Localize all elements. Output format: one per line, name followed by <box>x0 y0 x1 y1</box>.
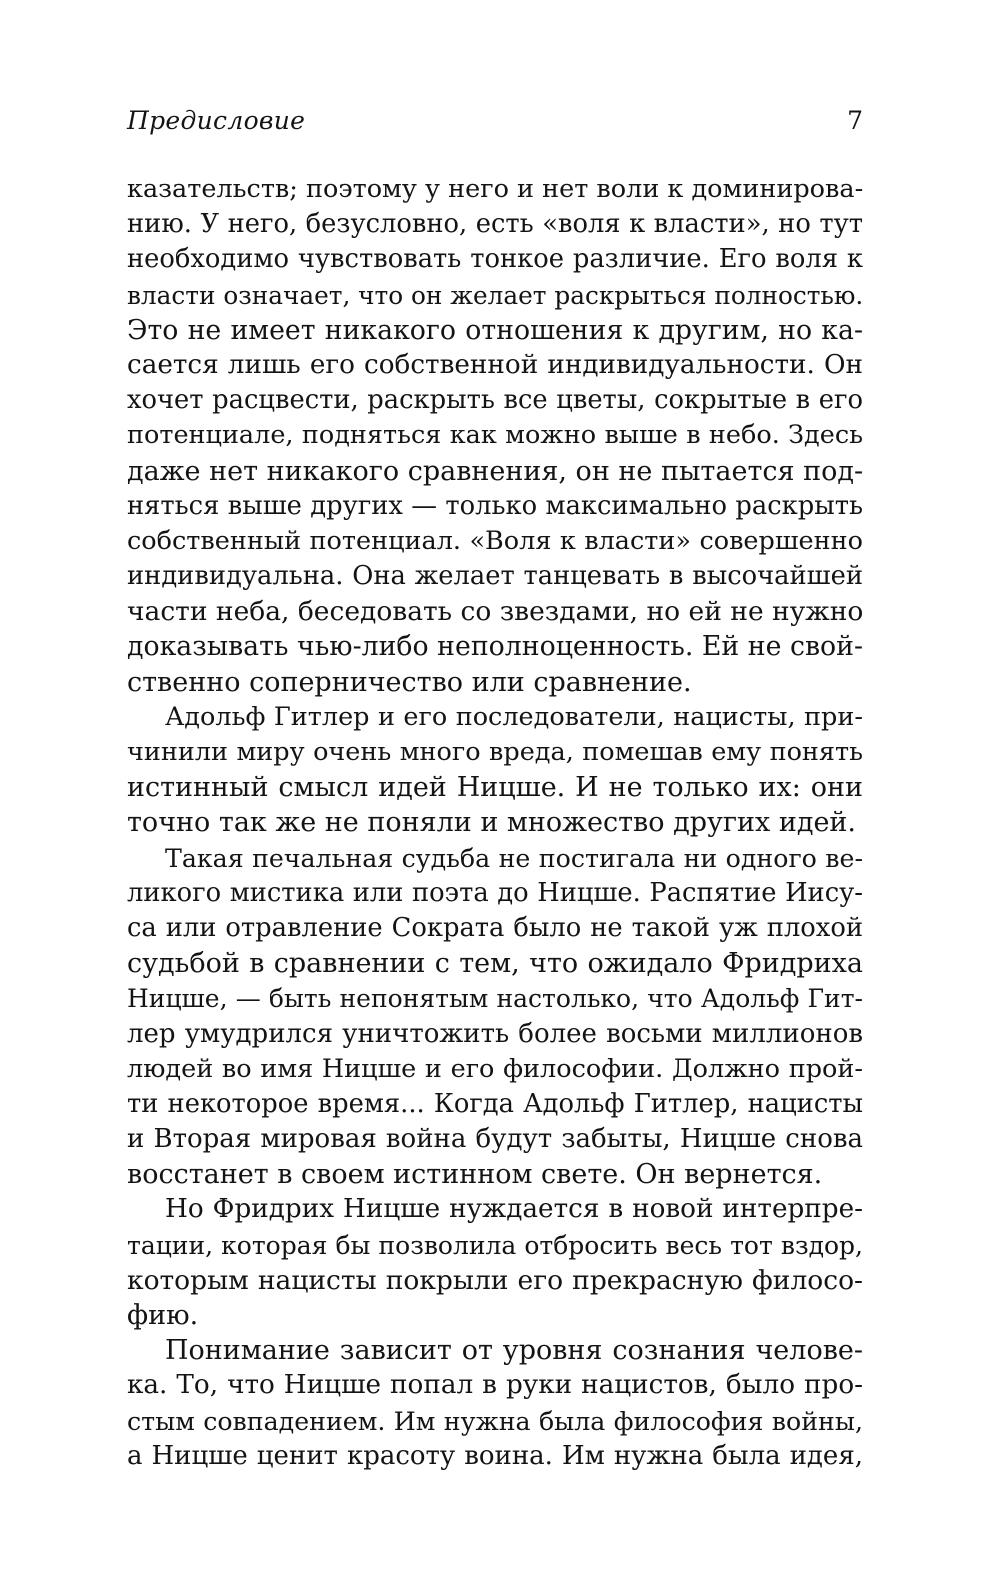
text-line: фию. <box>127 1300 199 1331</box>
text-line: точно так же не поняли и множество других идей. <box>127 807 856 839</box>
text-line: Это не имеет никакого отношения к другим, но ка- <box>127 314 863 346</box>
text-line: ликого мистика или поэта до Ницше. Распятие Иису- <box>127 877 863 908</box>
text-line: нию. У него, безусловно, есть «воля к власти», но тут <box>127 209 863 240</box>
text-line: Ницше, — быть непонятым настолько, что Адольф Гит- <box>127 984 863 1014</box>
text-line: индивидуальна. Она желает танцевать в высочайшей <box>127 561 863 592</box>
text-line: потенциале, подняться как можно выше в небо. Здесь <box>127 420 863 451</box>
text-line: чинили миру очень много вреда, помешав ему понять <box>127 737 863 767</box>
text-line: тации, которая бы позволила отбросить весь тот вздор, <box>127 1230 863 1260</box>
text-line: стым совпадением. Им нужна была философия войны, <box>127 1406 863 1436</box>
text-line: власти означает, что он желает раскрыться полностью. <box>127 280 864 310</box>
text-line: а Ницше ценит красоту воина. Им нужна была идея, <box>127 1440 863 1471</box>
section-title: Предисловие <box>127 106 306 135</box>
text-line: Такая печальная судьба не постигала ни одного ве- <box>165 843 863 873</box>
text-line: истинный смысл идей Ницше. И не только их: они <box>127 772 863 804</box>
text-line: Но Фридрих Ницше нуждается в новой интерпре- <box>165 1194 863 1225</box>
text-line: которым нацисты покрыли его прекрасную филосо- <box>127 1264 863 1296</box>
text-line: сается лишь его собственной индивидуальности. Он <box>127 349 863 380</box>
text-line: восстанет в своем истинном свете. Он вернется. <box>127 1159 823 1191</box>
text-line: судьбой в сравнении с тем, что ожидало Фридриха <box>127 948 863 980</box>
text-line: необходимо чувствовать тонкое различие. Его воля к <box>127 244 863 275</box>
text-line: и Вторая мировая война будут забыты, Ницше снова <box>127 1124 863 1155</box>
body-text <box>127 172 863 1474</box>
text-line: даже нет никакого сравнения, он не пытается под- <box>127 455 864 487</box>
text-line: Понимание зависит от уровня сознания челове- <box>165 1335 863 1367</box>
text-line: няться выше других — только максимально раскрыть <box>127 490 863 521</box>
text-line: собственный потенциал. «Воля к власти» совершенно <box>127 525 863 556</box>
text-line: ка. То, что Ницше попал в руки нацистов, было про- <box>127 1370 863 1401</box>
page-number: 7 <box>847 106 863 135</box>
text-line: лер умудрился уничтожить более восьми миллионов <box>127 1018 863 1049</box>
text-line: людей во имя Ницше и его философии. Должно прой- <box>127 1053 863 1084</box>
text-line: казательств; поэтому у него и нет воли к доминирова- <box>127 174 864 204</box>
text-line: доказывать чью-либо неполноценность. Ей не свой- <box>127 631 863 663</box>
running-head <box>127 106 863 146</box>
text-line: ственно соперничество или сравнение. <box>127 666 692 698</box>
text-line: са или отравление Сократа было не такой уж плохой <box>127 912 863 943</box>
text-line: ти некоторое время... Когда Адольф Гитлер, нацисты <box>127 1088 863 1119</box>
text-line: хочет расцвести, раскрыть все цветы, сокрытые в его <box>127 385 863 416</box>
text-line: части неба, беседовать со звездами, но ей не нужно <box>127 596 864 628</box>
text-line: Адольф Гитлер и его последователи, нацисты, при- <box>165 701 863 732</box>
